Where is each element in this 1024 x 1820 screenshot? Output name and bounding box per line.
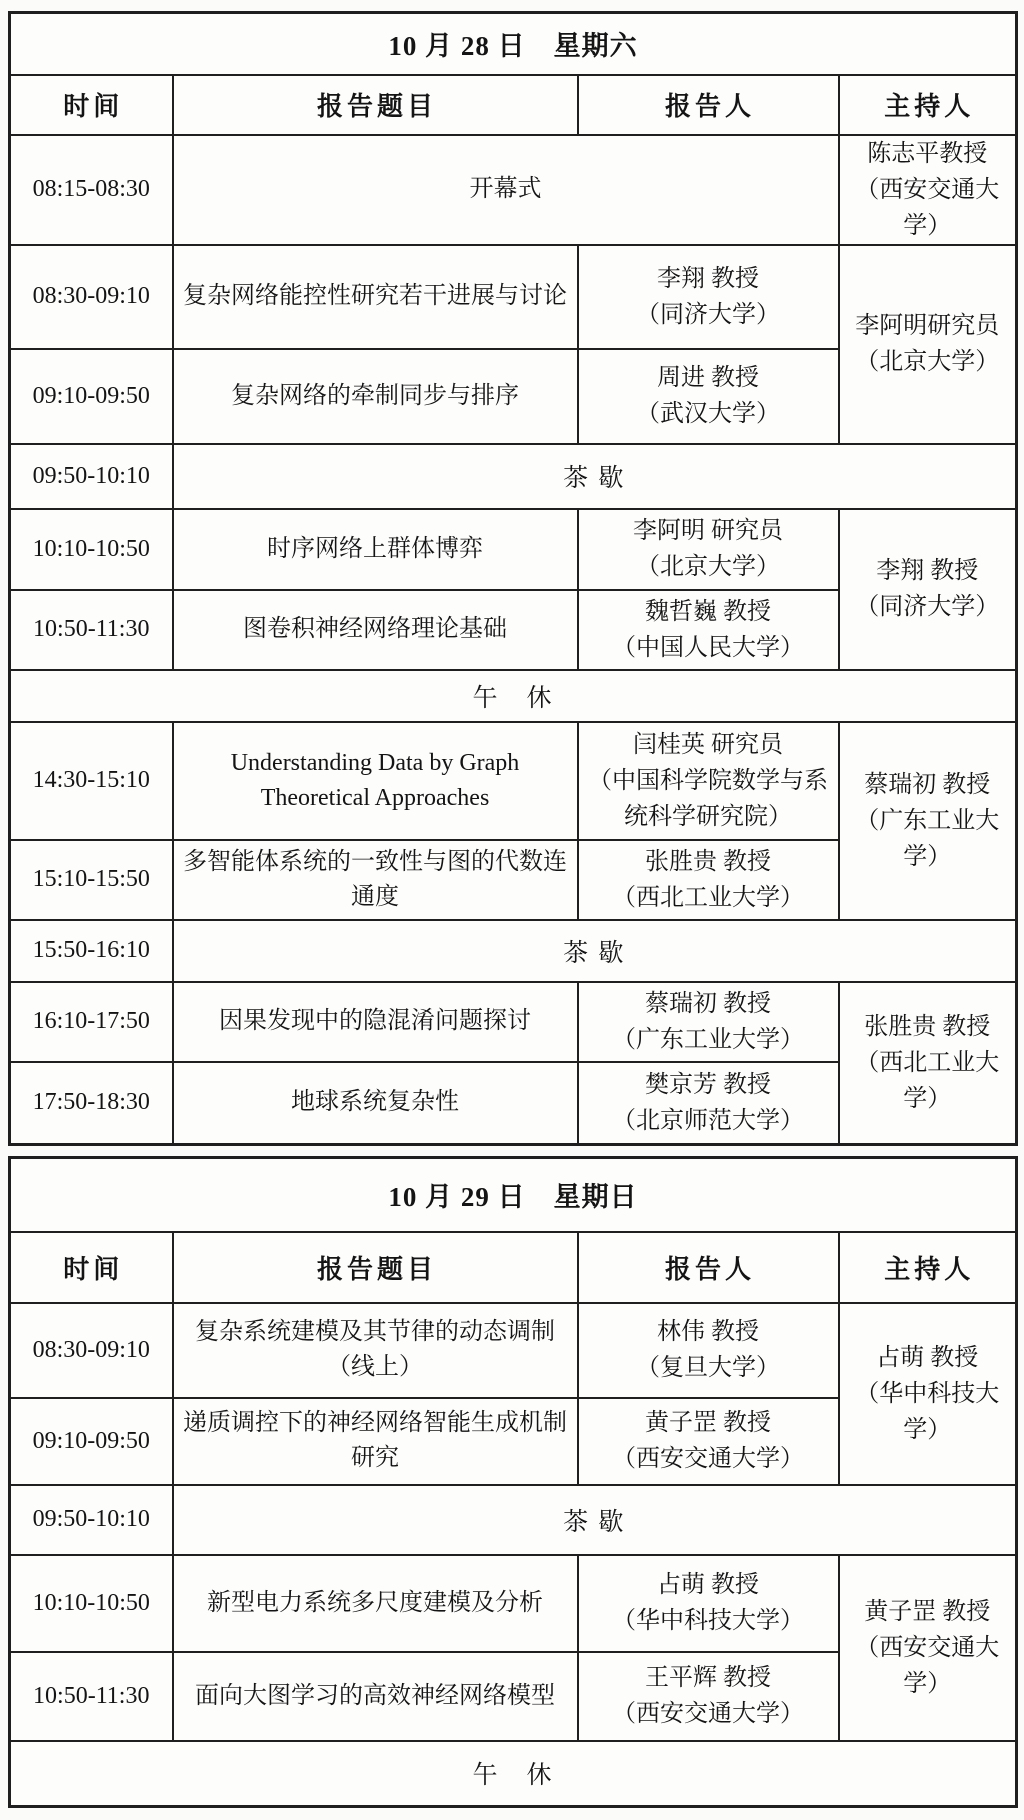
speaker-cell <box>578 509 839 590</box>
lunch-break-cell: 午 休 <box>10 670 1017 722</box>
chair-cell <box>839 982 1017 1145</box>
day1-col-header-chair: 主持人 <box>839 75 1017 135</box>
chair-cell <box>839 1555 1017 1741</box>
time-cell: 17:50-18:30 <box>10 1062 173 1145</box>
topic-cell: 时序网络上群体博弈 <box>173 509 578 590</box>
table-separator <box>8 1146 1015 1156</box>
topic-cell: 复杂网络能控性研究若干进展与讨论 <box>173 245 578 349</box>
time-cell: 08:15-08:30 <box>10 135 173 245</box>
speaker-name: 李翔 教授 <box>657 265 759 292</box>
speaker-affiliation: （武汉大学） <box>636 401 780 427</box>
speaker-affiliation: （广东工业大学） <box>612 1026 804 1053</box>
time-cell: 10:50-11:30 <box>10 1652 173 1741</box>
speaker-affiliation: （华中科技大学） <box>612 1608 804 1634</box>
speaker-name: 闫桂英 研究员 <box>633 731 783 758</box>
chair-name: 占萌 教授 <box>876 1344 979 1371</box>
time-cell: 09:10-09:50 <box>10 349 173 444</box>
chair-name: 黄子罡 教授 <box>864 1598 991 1625</box>
topic-cell: 多智能体系统的一致性与图的代数连通度 <box>173 840 578 920</box>
day1-col-header-topic: 报告题目 <box>173 75 578 135</box>
topic-cell: 复杂系统建模及其节律的动态调制（线上） <box>173 1303 578 1398</box>
speaker-name: 李阿明 研究员 <box>633 518 783 544</box>
chair-cell <box>839 1303 1017 1485</box>
tea-break-cell: 茶 歇 <box>173 444 1017 509</box>
time-cell: 09:50-10:10 <box>10 1485 173 1555</box>
speaker-affiliation: （中国科学院数学与系统科学研究院） <box>588 767 828 830</box>
chair-name: 蔡瑞初 教授 <box>864 771 991 798</box>
chair-cell <box>839 509 1017 670</box>
table-row <box>10 722 1017 840</box>
table-row <box>10 1555 1017 1652</box>
time-cell: 08:30-09:10 <box>10 1303 173 1398</box>
lunch-break-cell: 午 休 <box>10 1741 1017 1807</box>
schedule-table-day2 <box>8 1156 1018 1808</box>
topic-cell: 图卷积神经网络理论基础 <box>173 590 578 670</box>
topic-cell: 新型电力系统多尺度建模及分析 <box>173 1555 578 1652</box>
time-cell: 15:50-16:10 <box>10 920 173 982</box>
time-cell: 09:50-10:10 <box>10 444 173 509</box>
time-cell: 08:30-09:10 <box>10 245 173 349</box>
day1-header-row <box>10 75 1017 135</box>
speaker-name: 周进 教授 <box>657 365 759 391</box>
speaker-cell <box>578 1652 839 1741</box>
speaker-name: 蔡瑞初 教授 <box>645 990 771 1017</box>
speaker-cell <box>578 982 839 1062</box>
speaker-name: 黄子罡 教授 <box>645 1410 771 1436</box>
speaker-affiliation: （北京师范大学） <box>612 1107 804 1134</box>
table-row <box>10 1303 1017 1398</box>
day1-title: 10 月 28 日 星期六 <box>10 13 1017 75</box>
time-cell: 09:10-09:50 <box>10 1398 173 1485</box>
chair-affiliation: （北京大学） <box>855 349 1000 375</box>
speaker-affiliation: （西安交通大学） <box>612 1701 804 1727</box>
speaker-name: 樊京芳 教授 <box>645 1071 771 1098</box>
speaker-cell <box>578 1555 839 1652</box>
day1-title-row <box>10 13 1017 75</box>
chair-name: 李翔 教授 <box>876 558 979 584</box>
speaker-affiliation: （西安交通大学） <box>612 1446 804 1472</box>
speaker-cell <box>578 1303 839 1398</box>
table-row <box>10 509 1017 590</box>
time-cell: 14:30-15:10 <box>10 722 173 840</box>
break-row <box>10 920 1017 982</box>
topic-cell: 递质调控下的神经网络智能生成机制研究 <box>173 1398 578 1485</box>
day1-col-header-speaker: 报告人 <box>578 75 839 135</box>
chair-affiliation: （华中科技大学） <box>855 1380 1000 1443</box>
time-cell: 10:10-10:50 <box>10 1555 173 1652</box>
speaker-name: 林伟 教授 <box>657 1319 759 1345</box>
chair-affiliation: （西安交通大学） <box>855 1634 1000 1697</box>
day2-title: 10 月 29 日 星期日 <box>10 1158 1017 1232</box>
tea-break-cell: 茶 歇 <box>173 920 1017 982</box>
table-row <box>10 135 1017 245</box>
speaker-affiliation: （中国人民大学） <box>612 634 804 661</box>
day2-col-header-time: 时间 <box>10 1232 173 1303</box>
time-cell: 10:10-10:50 <box>10 509 173 590</box>
speaker-cell <box>578 1062 839 1145</box>
chair-cell <box>839 135 1017 245</box>
chair-cell <box>839 245 1017 444</box>
speaker-name: 张胜贵 教授 <box>645 848 771 875</box>
day2-col-header-speaker: 报告人 <box>578 1232 839 1303</box>
topic-cell: 因果发现中的隐混淆问题探讨 <box>173 982 578 1062</box>
chair-affiliation: （西安交通大学） <box>855 176 1000 239</box>
topic-cell: 地球系统复杂性 <box>173 1062 578 1145</box>
break-row <box>10 670 1017 722</box>
speaker-affiliation: （复旦大学） <box>636 1355 780 1381</box>
chair-name: 李阿明研究员 <box>855 313 1000 339</box>
chair-name: 陈志平教授 <box>867 140 988 167</box>
speaker-affiliation: （北京大学） <box>636 554 780 580</box>
break-row <box>10 1485 1017 1555</box>
break-row <box>10 1741 1017 1807</box>
speaker-cell <box>578 349 839 444</box>
speaker-cell <box>578 245 839 349</box>
speaker-cell <box>578 1398 839 1485</box>
table-row <box>10 982 1017 1062</box>
speaker-name: 魏哲巍 教授 <box>645 598 771 625</box>
day2-title-row <box>10 1158 1017 1232</box>
chair-cell <box>839 722 1017 920</box>
chair-affiliation: （西北工业大学） <box>855 1049 1000 1112</box>
day2-header-row <box>10 1232 1017 1303</box>
speaker-name: 占萌 教授 <box>657 1572 759 1598</box>
time-cell: 16:10-17:50 <box>10 982 173 1062</box>
chair-affiliation: （广东工业大学） <box>855 807 1000 870</box>
topic-cell: 面向大图学习的高效神经网络模型 <box>173 1652 578 1741</box>
speaker-cell <box>578 840 839 920</box>
topic-cell: Understanding Data by Graph Theoretical Approaches <box>173 722 578 840</box>
speaker-affiliation: （同济大学） <box>636 301 780 328</box>
speaker-cell <box>578 722 839 840</box>
day1-col-header-time: 时间 <box>10 75 173 135</box>
speaker-cell <box>578 590 839 670</box>
day2-col-header-topic: 报告题目 <box>173 1232 578 1303</box>
schedule-table-day1 <box>8 11 1018 1146</box>
tea-break-cell: 茶 歇 <box>173 1485 1017 1555</box>
topic-cell: 开幕式 <box>173 135 839 245</box>
time-cell: 15:10-15:50 <box>10 840 173 920</box>
chair-name: 张胜贵 教授 <box>864 1013 991 1040</box>
day2-col-header-chair: 主持人 <box>839 1232 1017 1303</box>
table-row <box>10 245 1017 349</box>
time-cell: 10:50-11:30 <box>10 590 173 670</box>
break-row <box>10 444 1017 509</box>
speaker-name: 王平辉 教授 <box>645 1665 771 1691</box>
speaker-affiliation: （西北工业大学） <box>612 884 804 911</box>
chair-affiliation: （同济大学） <box>855 594 1000 620</box>
topic-cell: 复杂网络的牵制同步与排序 <box>173 349 578 444</box>
